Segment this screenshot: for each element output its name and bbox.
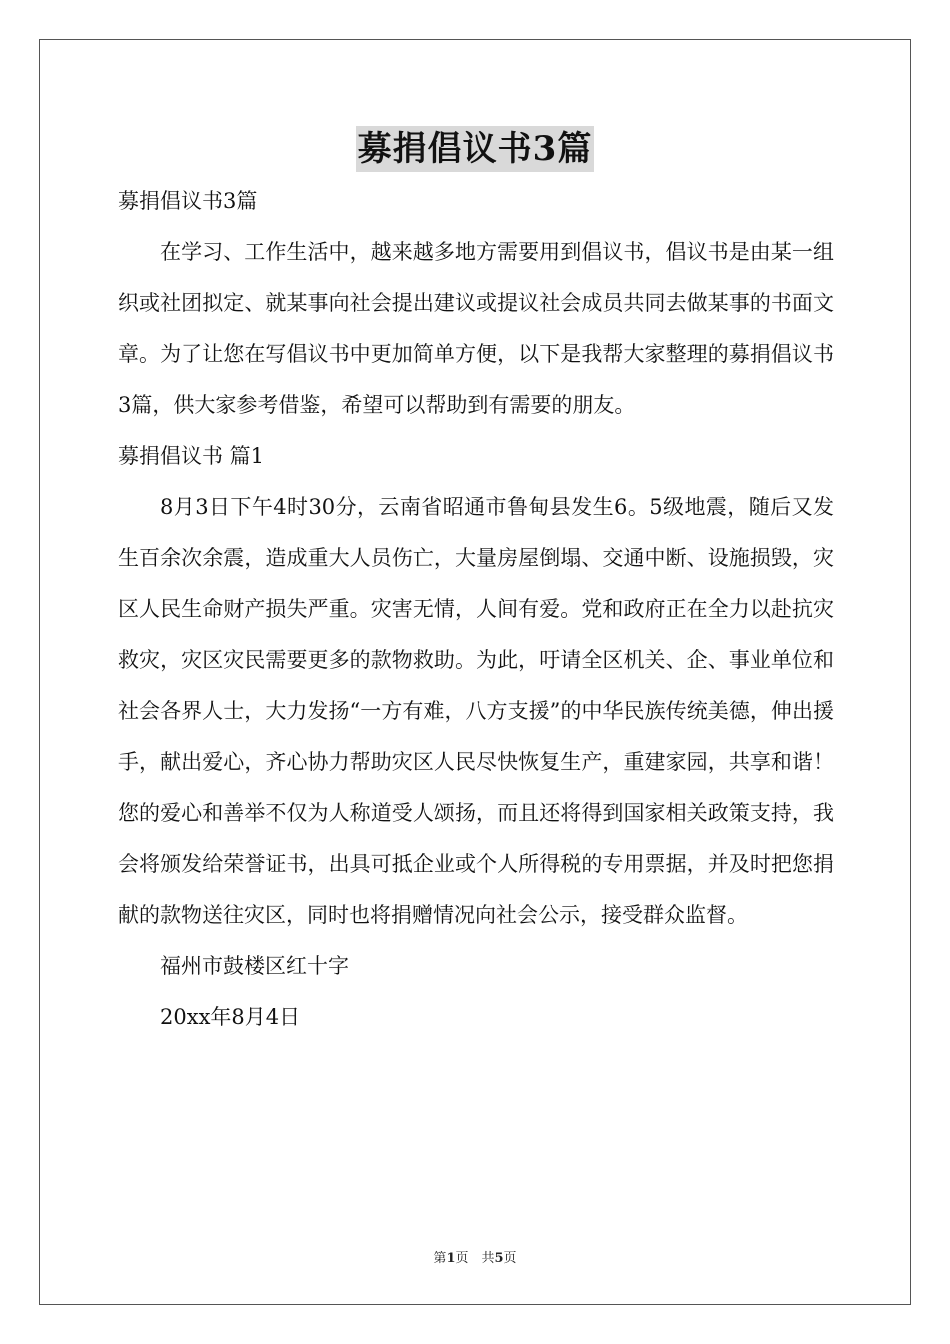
section-body-paragraph: 8月3日下午4时30分，云南省昭通市鲁甸县发生6。5级地震，随后又发生百余次余震，造成重大人员伤亡，大量房屋倒塌、交通中断、设施损毁，灾区人民生命财产损失严重。灾害无情，人间有爱。党和政府正在全力以赴抗灾救灾，灾区灾民需要更多的款物救助。为此，吁请全区机关、企、事业单位和社会各界人士，大力发扬“一方有难，八方支援”的中华民族传统美德，伸出援手，献出爱心，齐心协力帮助灾区人民尽快恢复生产，重建家园，共享和谐！您的爱心和善举不仅为人称道受人颂扬，而且还将得到国家相关政策支持，我会将颁发给荣誉证书，出具可抵企业或个人所得税的专用票据，并及时把您捐献的款物送往灾区，同时也将捐赠情况向社会公示，接受群众监督。 bbox=[118, 495, 834, 927]
section-heading: 募捐倡议书 篇1 bbox=[118, 444, 265, 468]
document-subtitle: 募捐倡议书3篇 bbox=[118, 189, 258, 213]
intro-paragraph: 在学习、工作生活中，越来越多地方需要用到倡议书，倡议书是由某一组织或社团拟定、就某事向社会提出建议或提议社会成员共同去做某事的书面文章。为了让您在写倡议书中更加简单方便，以下是我帮大家整理的募捐倡议书3篇，供大家参考借鉴，希望可以帮助到有需要的朋友。 bbox=[118, 240, 834, 417]
title-wrap bbox=[0, 126, 950, 172]
document-title: 募捐倡议书3篇 bbox=[356, 126, 595, 172]
footer-page-prefix: 第 bbox=[433, 1251, 447, 1266]
date: 20xx年8月4日 bbox=[160, 1005, 301, 1029]
footer-page-middle: 页 共 bbox=[455, 1251, 495, 1266]
footer-page-suffix: 页 bbox=[503, 1251, 517, 1266]
footer-page-total: 5 bbox=[494, 1251, 504, 1266]
document-body bbox=[118, 176, 834, 1043]
signature: 福州市鼓楼区红十字 bbox=[160, 954, 349, 978]
page-footer bbox=[0, 1247, 950, 1266]
footer-page-current: 1 bbox=[446, 1251, 456, 1266]
